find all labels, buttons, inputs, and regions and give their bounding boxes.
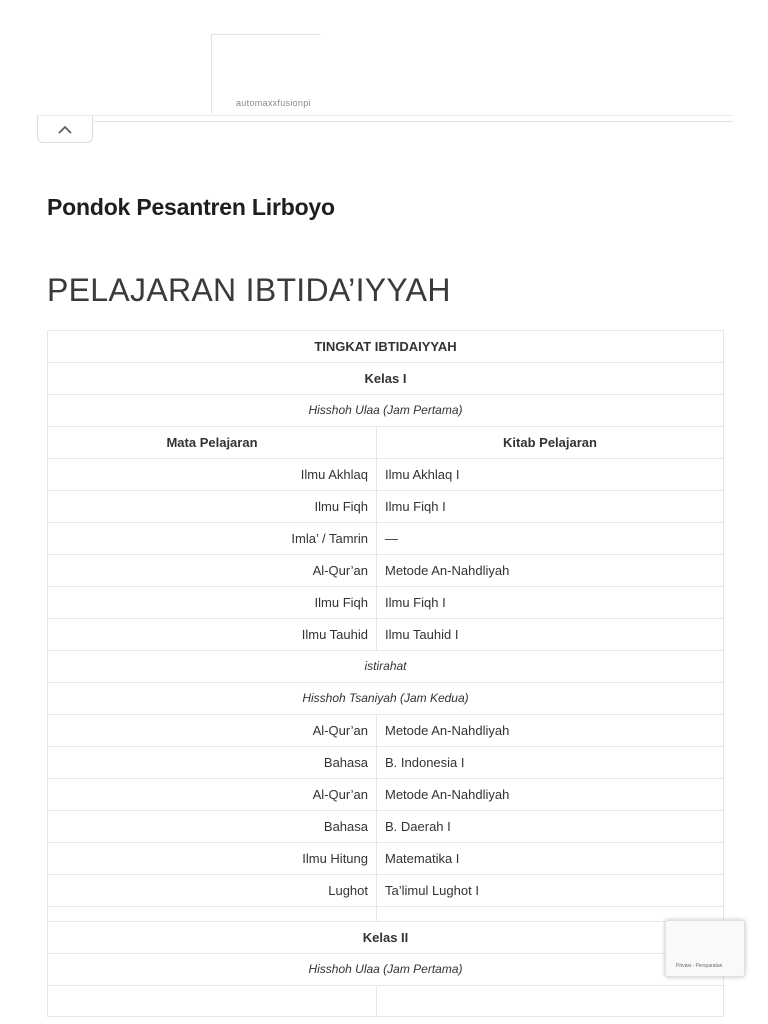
subject-cell: Ilmu Tauhid [48,619,377,651]
ad-divider [37,115,733,116]
ad-frame[interactable] [211,34,321,114]
table-row [48,779,724,811]
table-row [48,331,724,363]
subject-cell: Al-Qur’an [48,779,377,811]
book-cell: Ta’limul Lughot I [377,875,724,907]
table-row [48,395,724,427]
page-title: PELAJARAN IBTIDA’IYYAH [47,272,451,308]
schedule-table-wrapper [47,330,723,1017]
book-cell: — [377,523,724,555]
ad-collapse-button[interactable] [37,116,93,143]
subject-cell: Lughot [48,875,377,907]
empty-cell [48,907,377,922]
column-header-book: Kitab Pelajaran [377,427,724,459]
table-row [48,747,724,779]
table-row [48,523,724,555]
table-row [48,811,724,843]
ad-domain-text[interactable]: automaxxfusionpi [236,98,311,108]
table-header-level: TINGKAT IBTIDAIYYAH [48,331,724,363]
table-row [48,491,724,523]
schedule-table [47,330,724,1017]
table-row [48,843,724,875]
empty-cell [48,986,377,1017]
break-row: istirahat [48,651,724,683]
site-title[interactable]: Pondok Pesantren Lirboyo [47,194,335,220]
table-row [48,619,724,651]
table-row [48,555,724,587]
subject-cell: Al-Qur’an [48,555,377,587]
table-row [48,651,724,683]
subject-cell: Ilmu Fiqh [48,491,377,523]
subject-cell: Imla’ / Tamrin [48,523,377,555]
book-cell: Metode An-Nahdliyah [377,779,724,811]
table-row [48,922,724,954]
table-row-empty [48,907,724,922]
recaptcha-privacy-terms[interactable]: Privasi - Persyaratan [676,963,723,969]
table-row [48,427,724,459]
book-cell: Ilmu Fiqh I [377,491,724,523]
subject-cell: Ilmu Fiqh [48,587,377,619]
recaptcha-badge[interactable] [665,920,745,977]
class-heading: Kelas II [48,922,724,954]
table-row [48,587,724,619]
chevron-up-icon [58,125,72,134]
book-cell: B. Daerah I [377,811,724,843]
book-cell: Ilmu Akhlaq I [377,459,724,491]
book-cell: Matematika I [377,843,724,875]
table-row [48,715,724,747]
table-row [48,954,724,986]
subject-cell: Bahasa [48,747,377,779]
empty-cell [377,986,724,1017]
book-cell: Metode An-Nahdliyah [377,555,724,587]
session-heading: Hisshoh Ulaa (Jam Pertama) [48,395,724,427]
book-cell: B. Indonesia I [377,747,724,779]
table-row [48,459,724,491]
subject-cell: Bahasa [48,811,377,843]
book-cell: Ilmu Tauhid I [377,619,724,651]
table-row [48,363,724,395]
subject-cell: Al-Qur’an [48,715,377,747]
table-row [48,875,724,907]
book-cell: Metode An-Nahdliyah [377,715,724,747]
ad-divider-secondary [94,121,733,122]
subject-cell: Ilmu Akhlaq [48,459,377,491]
class-heading: Kelas I [48,363,724,395]
session-heading: Hisshoh Tsaniyah (Jam Kedua) [48,683,724,715]
session-heading: Hisshoh Ulaa (Jam Pertama) [48,954,724,986]
book-cell: Ilmu Fiqh I [377,587,724,619]
column-header-subject: Mata Pelajaran [48,427,377,459]
table-row [48,986,724,1017]
subject-cell: Ilmu Hitung [48,843,377,875]
table-row [48,683,724,715]
